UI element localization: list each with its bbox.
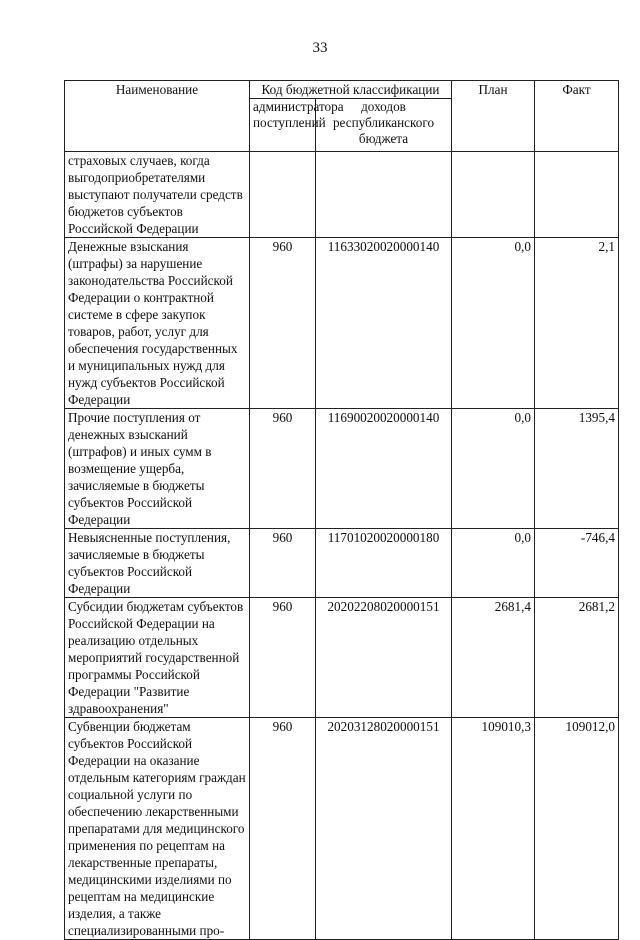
row-income-code: 20203128020000151 [316,718,452,940]
row-name: Субсидии бюджетам субъектов Российской Федерации на реализацию отдельных мероприятий государственной программы Российской Федерации "Развитие здравоохранения" [65,598,250,718]
row-name: Прочие поступления от денежных взысканий (штрафов) и иных сумм в возмещение ущерба, зачисляемые в бюджеты субъектов Российской Федерации [65,409,250,529]
row-income-code: 11633020020000140 [316,238,452,409]
budget-table [64,80,619,940]
row-fact [535,152,619,238]
row-plan: 109010,3 [452,718,535,940]
header-income: доходов республиканского бюджета [316,99,452,152]
row-name: Денежные взыскания (штрафы) за нарушение законодательства Российской Федерации о контрактной системе в сфере закупок товаров, работ, услуг для обеспечения государственных и муниципальных нужд для нужд субъектов Российской Федерации [65,238,250,409]
row-fact: 2,1 [535,238,619,409]
row-name: Субвенции бюджетам субъектов Российской Федерации на оказание отдельным категориям граждан социальной услуги по обеспечению лекарственными препаратами для медицинского применения по рецептам на лекарственные препараты, медицинскими изделиями по рецептам на медицинские изделия, а также специализированными про- [65,718,250,940]
header-name: Наименование [65,81,250,152]
header-fact: Факт [535,81,619,152]
row-admin-code: 960 [250,529,316,598]
row-plan [452,152,535,238]
row-plan: 2681,4 [452,598,535,718]
table-row [65,529,619,598]
row-admin-code: 960 [250,409,316,529]
row-plan: 0,0 [452,409,535,529]
row-admin-code: 960 [250,718,316,940]
table-row [65,409,619,529]
row-income-code: 11690020020000140 [316,409,452,529]
row-admin-code: 960 [250,598,316,718]
row-plan: 0,0 [452,238,535,409]
row-income-code [316,152,452,238]
header-code-group: Код бюджетной классификации [250,81,452,99]
header-plan: План [452,81,535,152]
row-fact: 1395,4 [535,409,619,529]
header-admin: администратора поступлений [250,99,316,152]
row-admin-code: 960 [250,238,316,409]
table-row [65,598,619,718]
row-income-code: 20202208020000151 [316,598,452,718]
row-fact: 109012,0 [535,718,619,940]
row-fact: -746,4 [535,529,619,598]
row-income-code: 11701020020000180 [316,529,452,598]
row-admin-code [250,152,316,238]
table-row [65,718,619,940]
table-row [65,238,619,409]
row-name: Невыясненные поступления, зачисляемые в бюджеты субъектов Российской Федерации [65,529,250,598]
row-fact: 2681,2 [535,598,619,718]
header-row [65,81,619,99]
page-number: 33 [312,40,328,56]
row-name: страховых случаев, когда выгодоприобретателями выступают получатели средств бюджетов субъектов Российской Федерации [65,152,250,238]
row-plan: 0,0 [452,529,535,598]
table-row [65,152,619,238]
